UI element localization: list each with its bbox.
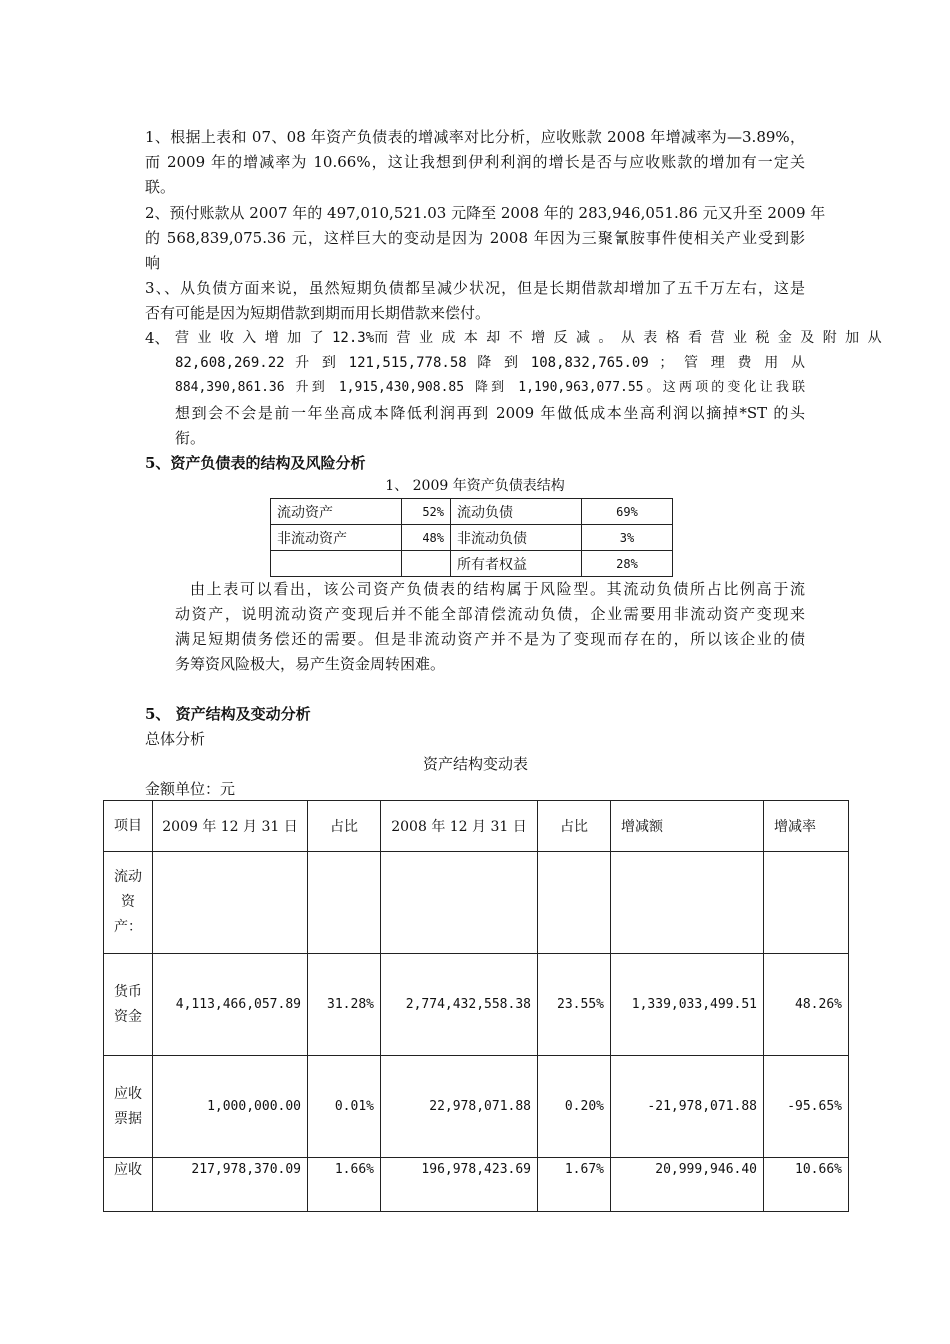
table-cell: [402, 551, 451, 577]
paragraph-1-line-1: 1、根据上表和 07、08 年资产负债表的增减率对比分析，应收账款 2008 年增减率为—3.89%，: [145, 128, 805, 146]
table-cell: 48.26%: [764, 954, 849, 1056]
analysis-line-4: 务筹资风险极大，易产生资金周转困难。: [175, 655, 446, 673]
header-cell-2009: 2009 年 12 月 31 日: [153, 801, 308, 852]
table-cell: [271, 551, 402, 577]
table-cell: 217,978,370.09: [153, 1158, 308, 1212]
paragraph-1-line-3: 联。: [145, 178, 176, 196]
section-heading-structure-risk: 5、资产负债表的结构及风险分析: [145, 454, 366, 472]
paragraph-4-line-4: 想到会不会是前一年坐高成本降低利润再到 2009 年做低成本坐高利润以摘掉*ST 的头: [175, 404, 805, 422]
table-row: [104, 1158, 849, 1212]
header-cell-ratio-2009: 占比: [308, 801, 381, 852]
table-cell: 2,774,432,558.38: [381, 954, 538, 1056]
analysis-line-2: 动资产，说明流动资产变现后并不能全部清偿流动负债，企业需要用非流动资产变现来: [175, 605, 805, 623]
table-cell: 48%: [402, 525, 451, 551]
table-cell: 22,978,071.88: [381, 1056, 538, 1158]
table-cell: 1,000,000.00: [153, 1056, 308, 1158]
paragraph-1-line-2: 而 2009 年的增减率为 10.66%，这让我想到伊利利润的增长是否与应收账款的增加有一定关: [145, 153, 805, 171]
header-cell-rate: 增减率: [764, 801, 849, 852]
paragraph-4-line-2: 82,608,269.22 升 到 121,515,778.58 降 到 108,832,765.09 ； 管 理 费 用 从: [175, 355, 805, 371]
table-cell: 31.28%: [308, 954, 381, 1056]
table-cell: 流动资产: [271, 499, 402, 525]
paragraph-4-line-3: 884,390,861.36 升到 1,915,430,908.85 降到 1,190,963,077.55。这两项的变化让我联: [175, 380, 805, 395]
table-cell: 3%: [582, 525, 673, 551]
table-cell: 23.55%: [538, 954, 611, 1056]
row-item-cell: 应收: [104, 1158, 153, 1212]
amount-unit: 金额单位：元: [145, 780, 236, 798]
table-row: [271, 551, 673, 577]
asset-table-title: 资产结构变动表: [422, 755, 528, 773]
table-row: [271, 525, 673, 551]
table-cell: 所有者权益: [451, 551, 582, 577]
paragraph-3-line-1: 3、、从负债方面来说，虽然短期负债都呈减少状况，但是长期借款却增加了五千万左右，这是: [145, 279, 805, 297]
paragraph-2-line-3: 响: [145, 254, 161, 272]
table-cell: 1.67%: [538, 1158, 611, 1212]
paragraph-4-line-5: 衔。: [175, 429, 206, 447]
table-cell: 0.20%: [538, 1056, 611, 1158]
table-cell: 非流动资产: [271, 525, 402, 551]
table-cell: 52%: [402, 499, 451, 525]
paragraph-4-line-1: 营 业 收 入 增 加 了 12.3%而 营 业 成 本 却 不 增 反 减 。 从 表 格 看 营 业 税 金 及 附 加 从: [175, 330, 882, 346]
structure-table: [270, 498, 673, 577]
asset-structure-table: [103, 800, 849, 1212]
section-heading-asset-structure: 5、 资产结构及变动分析: [145, 705, 311, 723]
table-cell: 10.66%: [764, 1158, 849, 1212]
table-cell: [538, 852, 611, 954]
row-item-cell: 流动资产：: [104, 852, 153, 954]
table-cell: 20,999,946.40: [611, 1158, 764, 1212]
subheading-overall: 总体分析: [145, 730, 206, 748]
header-cell-2008: 2008 年 12 月 31 日: [381, 801, 538, 852]
analysis-line-1: 由上表可以看出，该公司资产负债表的结构属于风险型。其流动负债所占比例高于流: [190, 580, 805, 598]
paragraph-4-number: 4、: [145, 329, 170, 347]
table-cell: -21,978,071.88: [611, 1056, 764, 1158]
paragraph-2-line-2: 的 568,839,075.36 元，这样巨大的变动是因为 2008 年因为三聚氰胺事件使相关产业受到影: [145, 229, 805, 247]
analysis-line-3: 满足短期债务偿还的需要。但是非流动资产并不是为了变现而存在的，所以该企业的债: [175, 630, 805, 648]
table-cell: [381, 852, 538, 954]
table-cell: -95.65%: [764, 1056, 849, 1158]
header-cell-ratio-2008: 占比: [538, 801, 611, 852]
row-item-cell: 应收票据: [104, 1056, 153, 1158]
table-cell: 非流动负债: [451, 525, 582, 551]
header-cell-change: 增减额: [611, 801, 764, 852]
table-cell: 28%: [582, 551, 673, 577]
table-row: [104, 1056, 849, 1158]
table-cell: 1,339,033,499.51: [611, 954, 764, 1056]
table-header-row: [104, 801, 849, 852]
table-cell: 4,113,466,057.89: [153, 954, 308, 1056]
table-cell: 0.01%: [308, 1056, 381, 1158]
paragraph-3-line-2: 否有可能是因为短期借款到期而用长期借款来偿付。: [145, 304, 491, 322]
table-cell: [764, 852, 849, 954]
table-cell: 69%: [582, 499, 673, 525]
table-cell: 流动负债: [451, 499, 582, 525]
table-cell: [153, 852, 308, 954]
table-row: [104, 852, 849, 954]
structure-table-caption: 1、 2009 年资产负债表结构: [385, 478, 565, 494]
table-row: [271, 499, 673, 525]
table-row: [104, 954, 849, 1056]
table-cell: [611, 852, 764, 954]
table-cell: 196,978,423.69: [381, 1158, 538, 1212]
row-item-cell: 货币资金: [104, 954, 153, 1056]
table-cell: 1.66%: [308, 1158, 381, 1212]
table-cell: [308, 852, 381, 954]
header-cell-item: 项目: [104, 801, 153, 852]
paragraph-2-line-1: 2、预付账款从 2007 年的 497,010,521.03 元降至 2008 年的 283,946,051.86 元又升至 2009 年: [145, 204, 826, 222]
